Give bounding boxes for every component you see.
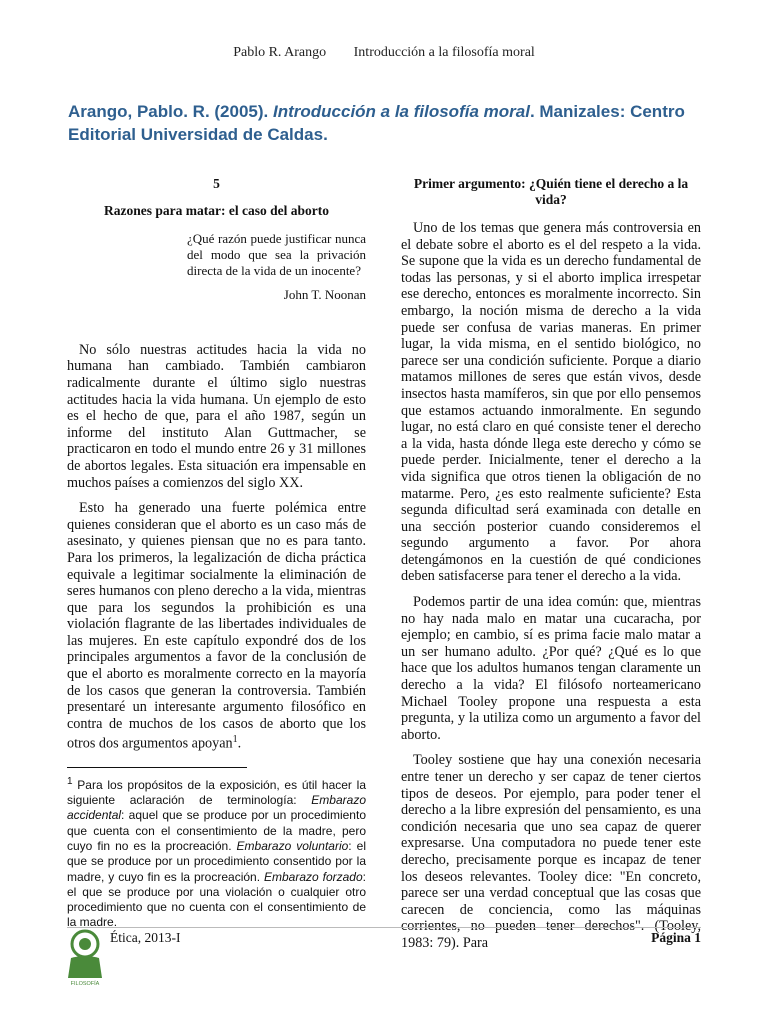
citation	[68, 100, 708, 146]
citation-prefix: Arango, Pablo. R. (2005).	[68, 102, 273, 121]
footnote-text: : el que se produce por un procedimiento consentido por la madre, y cuyo fin es la procreación.	[67, 838, 366, 884]
left-body	[67, 342, 366, 753]
page-number: Página 1	[651, 930, 701, 945]
section-title: Primer argumento: ¿Quién tiene el derecho a la vida?	[413, 176, 689, 207]
header-author: Pablo R. Arango	[233, 45, 327, 60]
paragraph: Tooley sostiene que hay una conexión necesaria entre tener un derecho y ser capaz de tener ciertos tipos de deseos. Por ejemplo, para poder tener el derecho a la libre expresión del pensamiento, es una condición necesaria que uno sea capaz de querer expresarse. Una computadora no puede tener este derecho, precisamente porque es incapaz de tener los deseos relevantes. Tooley dice: "En concreto, parece ser una verdad conceptual que las cosas que carecen de conciencia, como las máquinas corrientes, no pueden tener derechos". (Tooley, 1983: 79). Para	[401, 752, 701, 951]
paragraph-text: Esto ha generado una fuerte polémica entre quienes consideran que el aborto es un caso más de asesinato, y quienes piensan que no es para tanto. Para los primeros, la legalización de dicha práctica equivale a legitimar socialmente la eliminación de seres humanos con pleno derecho a la vida, mientras que para los segundos la prohibición es una violación flagrante de las libertades individuales de las mujeres. En este capítulo expondré dos de los principales argumentos a favor de la conclusión de que el aborto es moralmente correcto en la mayoría de los casos que generan la controversia. También presentaré un interesante argumento filosófico en contra de muchos de los casos de aborto que los otros dos argumentos apoyan	[67, 500, 366, 753]
chapter-number: 5	[213, 176, 220, 191]
logo-text: FILOSOFÍA	[70, 981, 100, 987]
epigraph: ¿Qué razón puede justificar nunca del modo que sea la privación directa de la vida de un inocente?	[187, 231, 366, 279]
running-header	[0, 45, 768, 61]
footnote-text: : el que se produce por una violación o cualquier otro procedimiento que no cuenta con el consentimiento de la madre.	[67, 869, 366, 930]
footnote-divider	[67, 767, 247, 768]
footnote-term: Embarazo voluntario	[236, 838, 349, 853]
citation-title: Introducción a la filosofía moral	[273, 102, 530, 121]
footnote-text: Para los propósitos de la exposición, es útil hacer la siguiente aclaración de terminología:	[67, 777, 366, 808]
chapter-title: Razones para matar: el caso del aborto	[104, 202, 329, 218]
paragraph: Podemos partir de una idea común: que, mientras no hay nada malo en matar una cucaracha, por ejemplo; en cambio, sí es prima facie malo matar a un ser humano adulto. ¿Por qué? ¿Qué es lo que hace que los adultos humanos tengan claramente un derecho a la vida? El filósofo norteamericano Michael Tooley propone una respuesta a esta pregunta, y la utiliza como un argumento a favor del aborto.	[401, 594, 701, 743]
footer-course: Ética, 2013-I	[110, 930, 181, 945]
left-column	[67, 176, 366, 931]
footnote-number: 1	[67, 775, 73, 787]
footnote	[67, 774, 366, 931]
footer-divider	[67, 927, 701, 928]
paragraph: Uno de los temas que genera más controversia en el debate sobre el aborto es el del respeto a la vida. Se supone que la vida es un derecho fundamental de todas las personas, y si el aborto implica irrespetar ese derecho, entonces es moralmente incorrecto. Sin embargo, la noción misma de derecho a la vida puede ser confusa de varias maneras. En primer lugar, la vida misma, en el sentido biológico, no parece ser una condición suficiente. Porque a diario matamos millones de seres que están vivos, desde insectos hasta mamíferos, sin que por ello pensemos que estamos actuando inmoralmente. En segundo lugar, no está claro en qué consiste tener el derecho a la vida, hasta dónde llega este derecho y cómo se puede perder. Inicialmente, tener el derecho a la vida significa que otros tienen la obligación de no matarme. Pero, ¿es esto realmente suficiente? Esta segunda dificultad será examinada con detalle en una sección posterior cuando consideremos el segundo argumento a favor. Por ahora detengámonos en la cuestión de qué condiciones deben satisfacerse para tener el derecho a la vida.	[401, 220, 701, 585]
epigraph-author: John T. Noonan	[283, 287, 366, 303]
paragraph-with-footnote: Esto ha generado una fuerte polémica entre quienes consideran que el aborto es un caso más de asesinato, y quienes piensan que no es para tanto. Para los primeros, la legalización de dicha práctica equivale a legitimar socialmente la eliminación de seres humanos con pleno derecho a la vida, mientras que para los segundos la prohibición es una violación flagrante de las libertades individuales de las mujeres. En este capítulo expondré dos de los principales argumentos a favor de la conclusión de que el aborto es moralmente correcto en la mayoría de los casos que generan la controversia. También presentaré un interesante argumento filosófico en contra de muchos de los casos de aborto que los otros dos argumentos apoyan$^1$.	[67, 500, 366, 753]
footnote-reference[interactable]: 1	[232, 734, 238, 746]
footnote-term: Embarazo forzado	[263, 869, 363, 884]
citation-suffix: . Manizales: Centro Editorial Universidad de Caldas.	[68, 102, 685, 144]
philosophy-logo-icon	[62, 928, 108, 988]
header-book-title: Introducción a la filosofía moral	[353, 45, 535, 60]
footnote-term: Embarazo accidental	[67, 793, 366, 823]
right-column	[401, 176, 701, 961]
paragraph: No sólo nuestras actitudes hacia la vida no humana han cambiado. También cambiaron radicalmente durante el último siglo nuestras actitudes hacia la vida humana. Un ejemplo de esto es el hecho de que, para el año 1987, según un informe del instituto Alan Guttmacher, se practicaron en todo el mundo entre 26 y 31 millones de abortos legales. Esta situación era impensable en muchos países a comienzos del siglo XX.	[67, 341, 366, 491]
footnote-text: : aquel que se produce por un procedimiento que cuenta con el consentimiento de la madre, pero cuyo fin no es la procreación.	[67, 808, 366, 853]
